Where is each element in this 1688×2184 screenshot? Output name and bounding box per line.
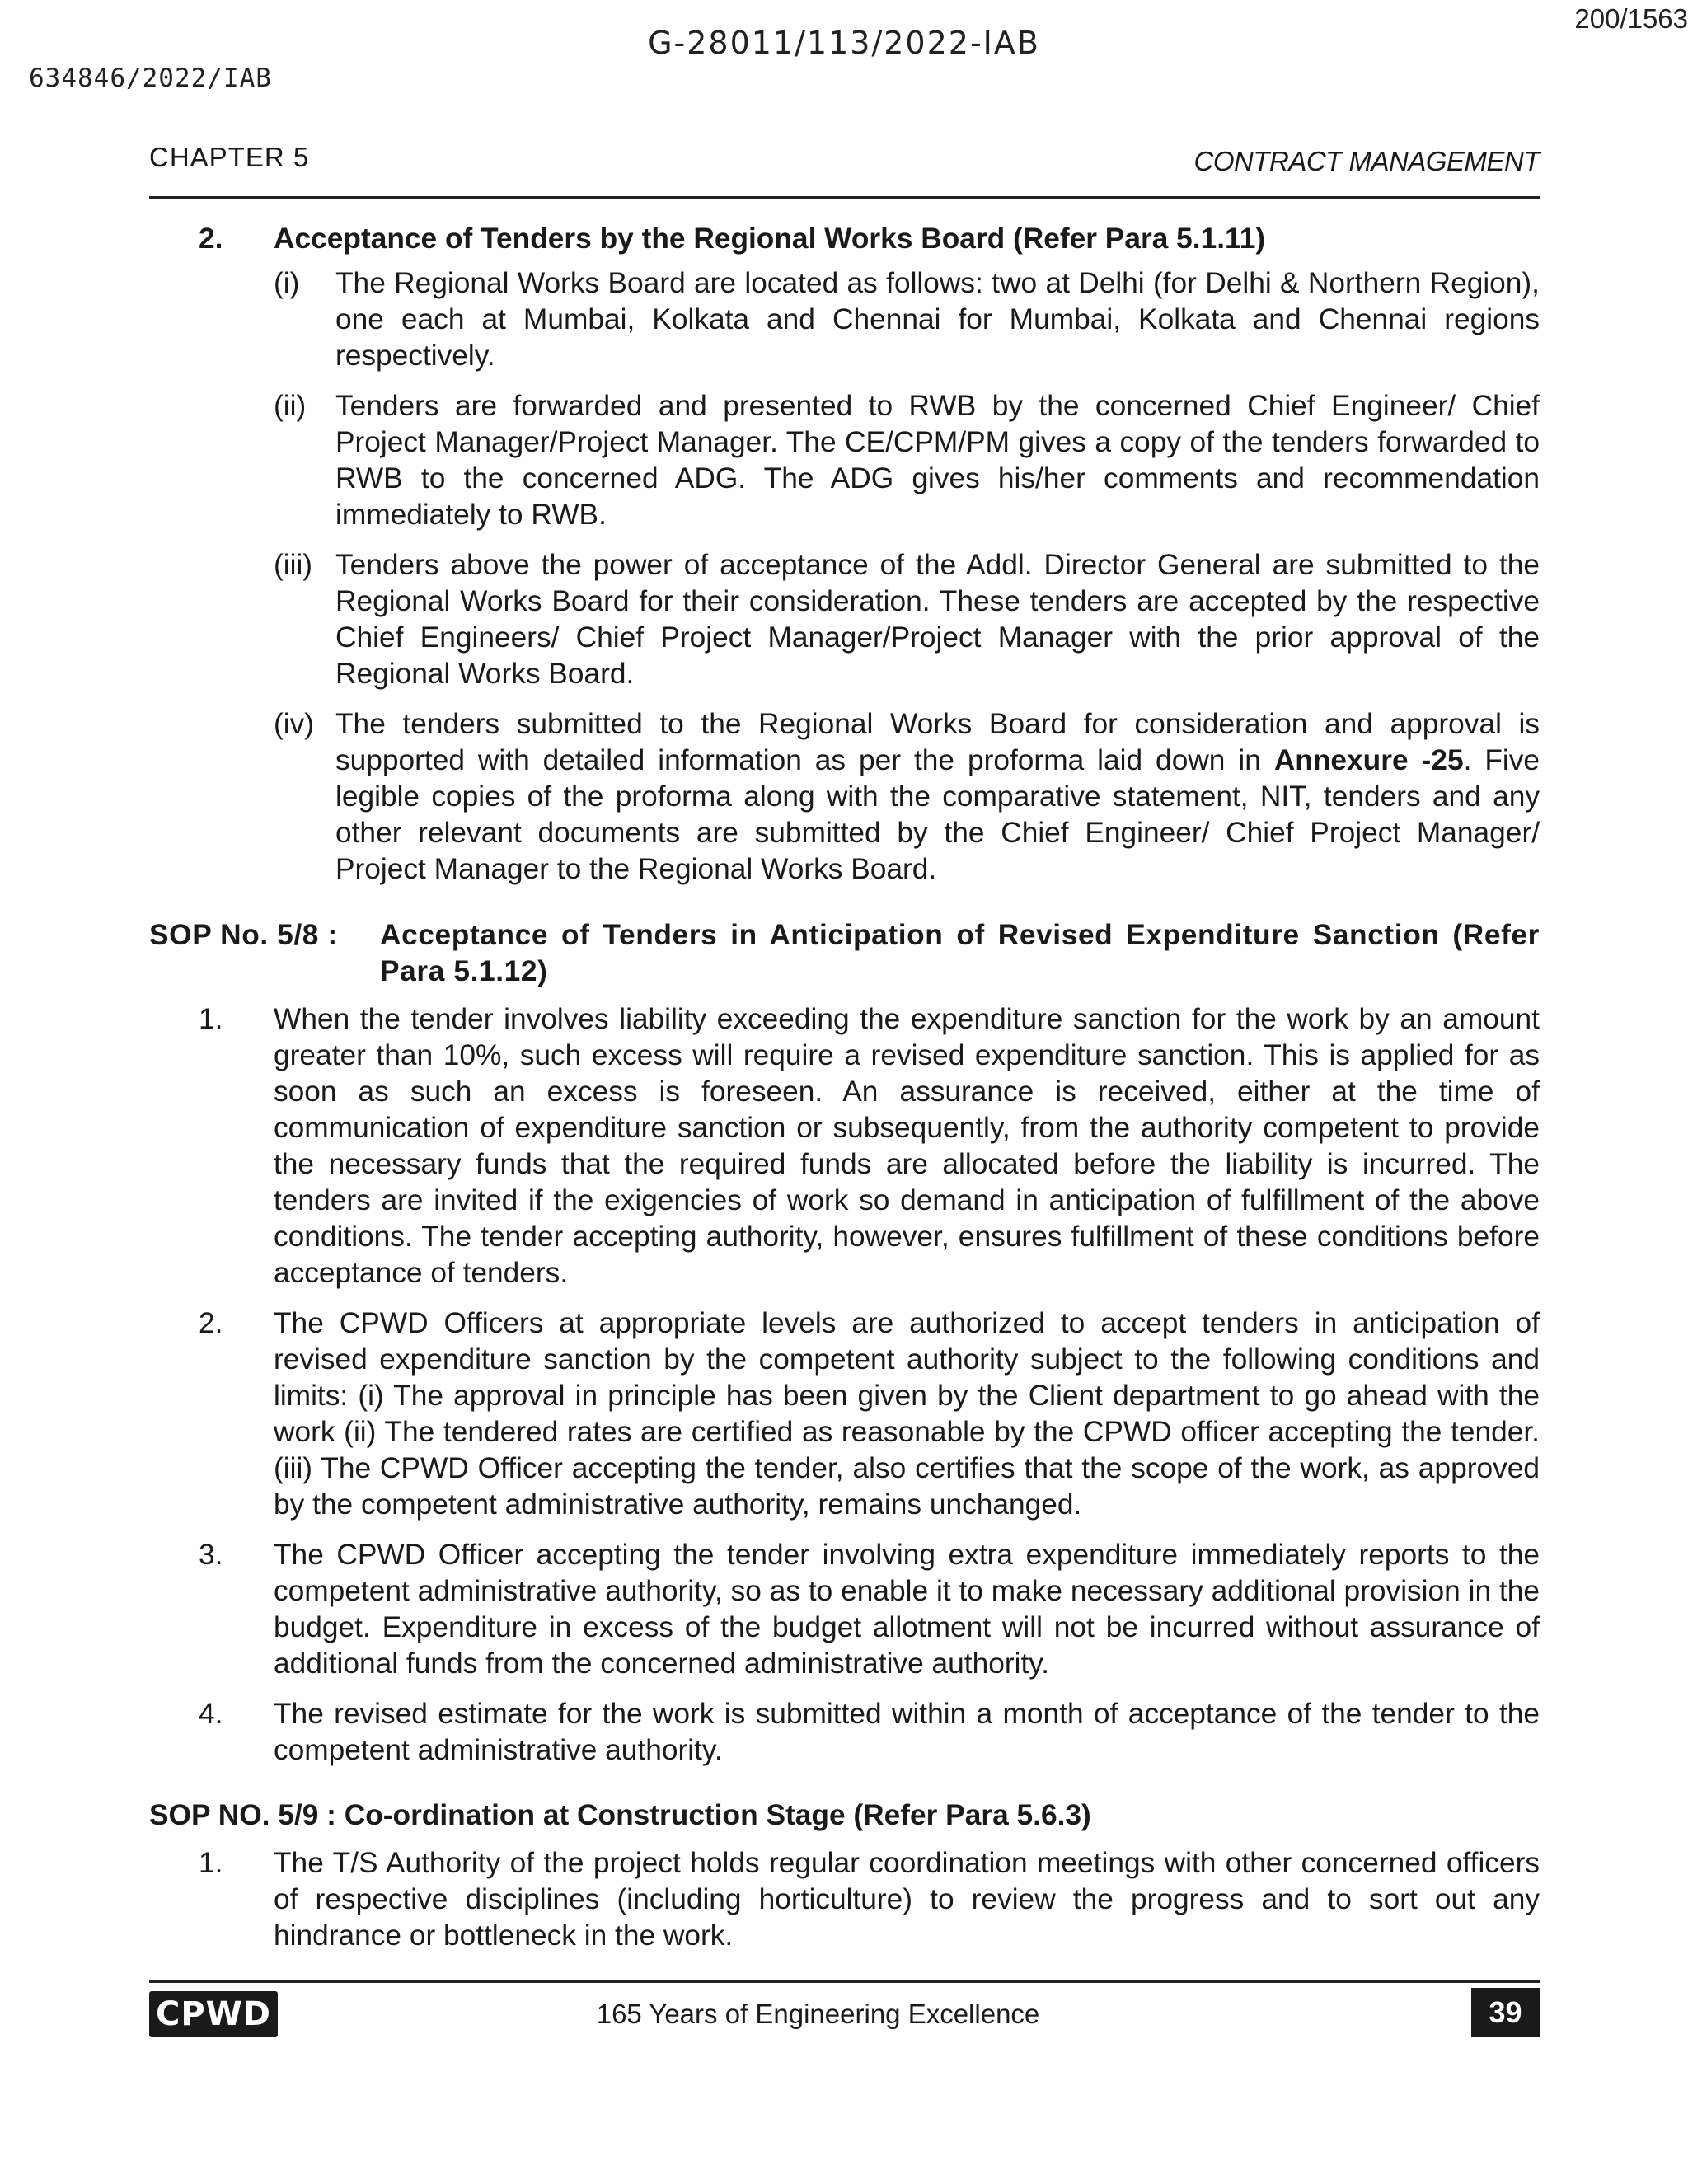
- subitem-text: . Five legible copies of the proforma along with the comparative statement, NIT, tenders and any other relevant documents are submitted by the Chief Engineer/ Chief Project Manager/ Project Manager to the Regional Works Board.: [335, 744, 1540, 885]
- footer-tagline: 165 Years of Engineering Excellence: [596, 1999, 1040, 2029]
- cpwd-logo: CPWD: [149, 1991, 278, 2037]
- subitem: [149, 547, 1540, 692]
- section-running-title: CONTRACT MANAGEMENT: [1193, 146, 1540, 176]
- subitem-marker: (iii): [274, 549, 313, 581]
- page-body: [149, 221, 1540, 1968]
- item-text: The revised estimate for the work is submitted within a month of acceptance of the tender to the competent administrative authority.: [274, 1698, 1540, 1766]
- item-text: The CPWD Officers at appropriate levels are authorized to accept tenders in anticipation of revised expenditure sanction by the competent authority subject to the following conditions and limits: (i) The approval in principle has been given by the Client department to go ahead with the work (ii) The tendered rates are certified as reasonable by the CPWD officer accepting the tender. (iii) The CPWD Officer accepting the tender, also certifies that the scope of the work, as approved by the competent administrative authority, remains unchanged.: [274, 1307, 1540, 1521]
- file-number-stamp: G-28011/113/2022-IAB: [648, 25, 1040, 61]
- list-item: [149, 1845, 1540, 1954]
- sop-5-8-heading: [149, 917, 1540, 990]
- item-number: 1.: [199, 1847, 223, 1879]
- subitem-text: Tenders are forwarded and presented to RWB by the concerned Chief Engineer/ Chief Project Manager/Project Manager. The CE/CPM/PM gives a copy of the tenders forwarded to RWB to the concerned ADG. The ADG gives his/her comments and recommendation immediately to RWB.: [335, 390, 1540, 531]
- chapter-label: CHAPTER 5: [149, 142, 310, 172]
- sop-5-9-heading: SOP NO. 5/9 : Co-ordination at Construction Stage (Refer Para 5.6.3): [149, 1799, 1091, 1831]
- section-title: Acceptance of Tenders by the Regional Works Board (Refer Para 5.1.11): [274, 223, 1266, 255]
- item-number: 3.: [199, 1539, 223, 1571]
- subitem-marker: (iv): [274, 708, 314, 740]
- subitem: [149, 388, 1540, 533]
- annexure-reference: Annexure -25: [1273, 744, 1464, 776]
- subitem: [149, 265, 1540, 374]
- item-text: When the tender involves liability exceeding the expenditure sanction for the work by an amount greater than 10%, such excess will require a revised expenditure sanction. This is applied for as soon as such an excess is foreseen. An assurance is received, either at the time of communication of expenditure sanction or subsequently, from the authority competent to provide the necessary funds that the required funds are allocated before the liability is incurred. The tenders are invited if the exigencies of work so demand in anticipation of fulfillment of the above conditions. The tender accepting authority, however, ensures fulfillment of these conditions before acceptance of tenders.: [274, 1003, 1540, 1289]
- list-item: [149, 1305, 1540, 1523]
- list-item: [149, 1696, 1540, 1769]
- item-text: The CPWD Officer accepting the tender involving extra expenditure immediately reports to the competent administrative authority, so as to enable it to make necessary additional provision in the budget. Expenditure in excess of the budget allotment will not be incurred without assurance of additional funds from the concerned administrative authority.: [274, 1539, 1540, 1680]
- item-text: The T/S Authority of the project holds regular coordination meetings with other concerned officers of respective disciplines (including horticulture) to review the progress and to sort out any hindrance or bottleneck in the work.: [274, 1847, 1540, 1952]
- subitem-text: The Regional Works Board are located as follows: two at Delhi (for Delhi & Northern Region), one each at Mumbai, Kolkata and Chennai for Mumbai, Kolkata and Chennai regions respectively.: [335, 267, 1540, 372]
- sop-label: SOP No. 5/8 :: [149, 919, 338, 951]
- subitem-marker: (i): [274, 267, 300, 299]
- page-counter-stamp: 200/1563: [1574, 3, 1688, 34]
- page-number: 39: [1471, 1988, 1540, 2037]
- subitem-text: Tenders above the power of acceptance of the Addl. Director General are submitted to the Regional Works Board for their consideration. These tenders are accepted by the respective Chief Engineers/ Chief Project Manager/Project Manager with the prior approval of the Regional Works Board.: [335, 549, 1540, 690]
- section-2-heading: [149, 221, 1540, 257]
- footer-divider: [149, 1980, 1540, 1983]
- subitem-text: The tenders submitted to the Regional Works Board for consideration and approval is supported with detailed information as per the proforma laid down in: [335, 708, 1540, 776]
- item-number: 4.: [199, 1698, 223, 1730]
- subitem-marker: (ii): [274, 390, 307, 422]
- section-number: 2.: [199, 223, 223, 255]
- item-number: 2.: [199, 1307, 223, 1339]
- subitem: [149, 706, 1540, 888]
- list-item: [149, 1001, 1540, 1291]
- header-divider: [149, 196, 1540, 199]
- receipt-number-stamp: 634846/2022/IAB: [29, 63, 272, 93]
- sop-title: Acceptance of Tenders in Anticipation of Revised Expenditure Sanction (Refer Para 5.1.12): [380, 919, 1540, 987]
- item-number: 1.: [199, 1003, 223, 1035]
- list-item: [149, 1537, 1540, 1682]
